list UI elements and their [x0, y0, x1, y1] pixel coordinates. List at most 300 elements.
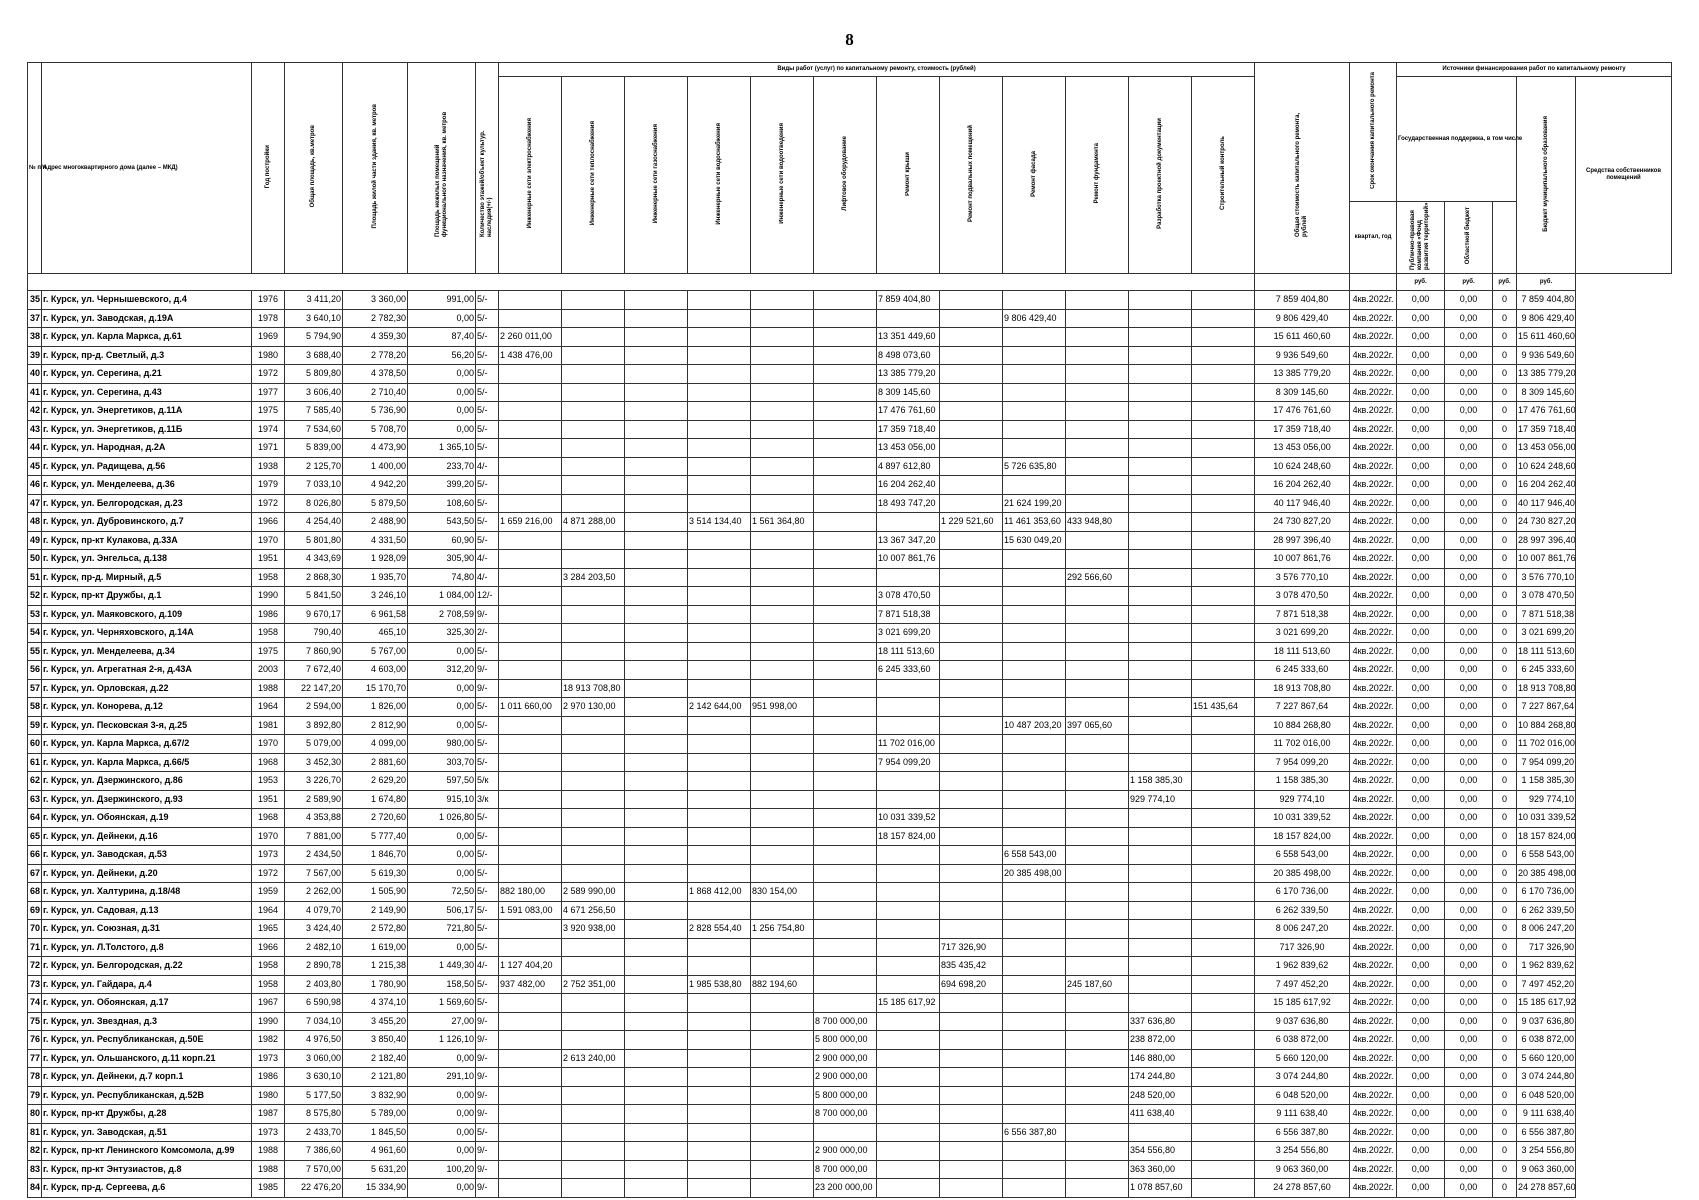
work-cost-cell — [688, 790, 751, 809]
deadline-cell: 4кв.2022г. — [1350, 476, 1397, 495]
nonresidential-area-cell: 100,20 — [408, 1160, 476, 1179]
work-cost-cell — [688, 605, 751, 624]
public-company-cell: 0,00 — [1397, 513, 1445, 532]
table-row — [28, 753, 1672, 772]
deadline-cell: 4кв.2022г. — [1350, 1086, 1397, 1105]
year-cell: 2003 — [252, 661, 285, 680]
owners-funds-cell: 9 806 429,40 — [1517, 309, 1576, 328]
work-cost-cell: 151 435,64 — [1192, 698, 1255, 717]
deadline-cell: 4кв.2022г. — [1350, 772, 1397, 791]
work-cost-cell — [688, 494, 751, 513]
deadline-cell: 4кв.2022г. — [1350, 291, 1397, 310]
owners-funds-cell: 7 497 452,20 — [1517, 975, 1576, 994]
total-cost-cell: 9 806 429,40 — [1255, 309, 1350, 328]
address-cell: г. Курск, пр-кт Кулакова, д.33А — [42, 531, 252, 550]
work-cost-cell — [1129, 309, 1192, 328]
address-cell: г. Курск, ул. Агрегатная 2-я, д.43А — [42, 661, 252, 680]
work-cost-cell — [751, 642, 814, 661]
work-cost-cell — [499, 1160, 562, 1179]
municipal-budget-cell: 0 — [1493, 716, 1517, 735]
work-cost-cell: 292 566,60 — [1066, 568, 1129, 587]
work-cost-cell: 882 194,60 — [751, 975, 814, 994]
deadline-cell: 4кв.2022г. — [1350, 531, 1397, 550]
work-cost-cell — [751, 346, 814, 365]
work-cost-cell: 1 011 660,00 — [499, 698, 562, 717]
municipal-budget-cell: 0 — [1493, 309, 1517, 328]
address-cell: г. Курск, ул. Ольшанского, д.11 корп.21 — [42, 1049, 252, 1068]
work-cost-cell — [751, 1123, 814, 1142]
municipal-budget-cell: 0 — [1493, 846, 1517, 865]
work-cost-cell: 174 244,80 — [1129, 1068, 1192, 1087]
work-cost-cell — [625, 827, 688, 846]
address-cell: г. Курск, ул. Заводская, д.51 — [42, 1123, 252, 1142]
residential-area-cell: 5 879,50 — [343, 494, 408, 513]
work-cost-cell: 11 461 353,60 — [1003, 513, 1066, 532]
table-row — [28, 1049, 1672, 1068]
work-cost-cell: 433 948,80 — [1066, 513, 1129, 532]
row-number: 51 — [28, 568, 42, 587]
nonresidential-area-cell: 0,00 — [408, 716, 476, 735]
work-cost-cell — [1192, 809, 1255, 828]
work-cost-cell — [1003, 1086, 1066, 1105]
municipal-budget-cell: 0 — [1493, 420, 1517, 439]
work-cost-cell — [1192, 1068, 1255, 1087]
floors-cell: 4/- — [476, 568, 499, 587]
total-cost-cell: 6 558 543,00 — [1255, 846, 1350, 865]
work-cost-cell — [1003, 938, 1066, 957]
residential-area-cell: 3 850,40 — [343, 1031, 408, 1050]
work-cost-cell: 7 871 518,38 — [877, 605, 940, 624]
work-cost-cell — [499, 420, 562, 439]
work-cost-cell — [1129, 550, 1192, 569]
work-cost-cell — [1003, 1179, 1066, 1198]
deadline-cell: 4кв.2022г. — [1350, 494, 1397, 513]
work-cost-cell: 717 326,90 — [940, 938, 1003, 957]
total-area-cell: 2 594,00 — [285, 698, 343, 717]
work-cost-cell — [1129, 402, 1192, 421]
floors-cell: 5/- — [476, 494, 499, 513]
work-cost-cell — [688, 716, 751, 735]
total-area-cell: 2 868,30 — [285, 568, 343, 587]
work-cost-cell — [751, 420, 814, 439]
work-cost-cell — [625, 1142, 688, 1161]
col-work-water: Инженерные сети водоснабжения — [715, 122, 722, 225]
table-row — [28, 420, 1672, 439]
total-cost-cell: 10 007 861,76 — [1255, 550, 1350, 569]
work-cost-cell — [814, 568, 877, 587]
work-cost-cell — [499, 605, 562, 624]
year-cell: 1966 — [252, 938, 285, 957]
nonresidential-area-cell: 0,00 — [408, 827, 476, 846]
work-cost-cell — [562, 402, 625, 421]
regional-budget-cell: 0,00 — [1445, 1031, 1493, 1050]
floors-cell: 5/- — [476, 365, 499, 384]
row-number: 83 — [28, 1160, 42, 1179]
work-cost-cell — [1003, 661, 1066, 680]
deadline-cell: 4кв.2022г. — [1350, 550, 1397, 569]
work-cost-cell — [814, 901, 877, 920]
total-cost-cell: 15 185 617,92 — [1255, 994, 1350, 1013]
year-cell: 1970 — [252, 735, 285, 754]
table-row — [28, 679, 1672, 698]
floors-cell: 9/- — [476, 1012, 499, 1031]
work-cost-cell: 1 438 476,00 — [499, 346, 562, 365]
total-area-cell: 7 033,10 — [285, 476, 343, 495]
total-area-cell: 3 411,20 — [285, 291, 343, 310]
nonresidential-area-cell: 108,60 — [408, 494, 476, 513]
work-cost-cell — [751, 476, 814, 495]
owners-funds-cell: 16 204 262,40 — [1517, 476, 1576, 495]
total-cost-cell: 7 954 099,20 — [1255, 753, 1350, 772]
table-row — [28, 864, 1672, 883]
municipal-budget-cell: 0 — [1493, 809, 1517, 828]
work-cost-cell — [1129, 809, 1192, 828]
table-row — [28, 994, 1672, 1013]
work-cost-cell — [499, 494, 562, 513]
total-cost-cell: 9 111 638,40 — [1255, 1105, 1350, 1124]
total-cost-cell: 6 262 339,50 — [1255, 901, 1350, 920]
work-cost-cell: 13 367 347,20 — [877, 531, 940, 550]
work-cost-cell — [499, 846, 562, 865]
work-cost-cell — [877, 846, 940, 865]
work-cost-cell — [1192, 383, 1255, 402]
municipal-budget-cell: 0 — [1493, 1105, 1517, 1124]
table-row — [28, 1123, 1672, 1142]
residential-area-cell: 5 777,40 — [343, 827, 408, 846]
work-cost-cell — [1192, 1086, 1255, 1105]
work-cost-cell — [751, 402, 814, 421]
owners-funds-cell: 13 385 779,20 — [1517, 365, 1576, 384]
address-cell: г. Курск, ул. Энгельса, д.138 — [42, 550, 252, 569]
address-cell: г. Курск, ул. Дейнеки, д.16 — [42, 827, 252, 846]
work-cost-cell: 354 556,80 — [1129, 1142, 1192, 1161]
work-cost-cell — [1192, 420, 1255, 439]
address-cell: г. Курск, ул. Обоянская, д.17 — [42, 994, 252, 1013]
work-cost-cell — [814, 457, 877, 476]
work-cost-cell — [1129, 494, 1192, 513]
residential-area-cell: 4 331,50 — [343, 531, 408, 550]
deadline-cell: 4кв.2022г. — [1350, 790, 1397, 809]
work-cost-cell — [499, 920, 562, 939]
work-cost-cell — [1129, 1123, 1192, 1142]
work-cost-cell — [814, 679, 877, 698]
year-cell: 1986 — [252, 605, 285, 624]
work-cost-cell — [814, 827, 877, 846]
owners-funds-cell: 8 309 145,60 — [1517, 383, 1576, 402]
work-cost-cell — [814, 772, 877, 791]
regional-budget-cell: 0,00 — [1445, 568, 1493, 587]
nonresidential-area-cell: 2 708,59 — [408, 605, 476, 624]
address-cell: г. Курск, ул. Песковская 3-я, д.25 — [42, 716, 252, 735]
public-company-cell: 0,00 — [1397, 328, 1445, 347]
nonresidential-area-cell: 0,00 — [408, 383, 476, 402]
work-cost-cell — [940, 772, 1003, 791]
regional-budget-cell: 0,00 — [1445, 846, 1493, 865]
public-company-cell: 0,00 — [1397, 346, 1445, 365]
work-cost-cell: 2 900 000,00 — [814, 1068, 877, 1087]
work-cost-cell — [688, 1179, 751, 1198]
address-cell: г. Курск, ул. Заводская, д.53 — [42, 846, 252, 865]
work-cost-cell: 4 871 288,00 — [562, 513, 625, 532]
unit-rub: руб. — [1397, 274, 1445, 291]
work-cost-cell — [499, 1105, 562, 1124]
work-cost-cell — [814, 938, 877, 957]
total-area-cell: 2 482,10 — [285, 938, 343, 957]
work-cost-cell — [814, 661, 877, 680]
regional-budget-cell: 0,00 — [1445, 383, 1493, 402]
public-company-cell: 0,00 — [1397, 383, 1445, 402]
work-cost-cell — [814, 587, 877, 606]
public-company-cell: 0,00 — [1397, 476, 1445, 495]
total-cost-cell: 7 871 518,38 — [1255, 605, 1350, 624]
table-row — [28, 809, 1672, 828]
municipal-budget-cell: 0 — [1493, 328, 1517, 347]
total-area-cell: 4 353,88 — [285, 809, 343, 828]
total-cost-cell: 6 245 333,60 — [1255, 661, 1350, 680]
work-cost-cell — [1066, 809, 1129, 828]
work-cost-cell — [751, 291, 814, 310]
total-cost-cell: 8 309 145,60 — [1255, 383, 1350, 402]
owners-funds-cell: 13 453 056,00 — [1517, 439, 1576, 458]
address-cell: г. Курск, ул. Л.Толстого, д.8 — [42, 938, 252, 957]
year-cell: 1980 — [252, 346, 285, 365]
owners-funds-cell: 1 962 839,62 — [1517, 957, 1576, 976]
work-cost-cell — [499, 1123, 562, 1142]
floors-cell: 5/- — [476, 698, 499, 717]
col-work-facade: Ремонт фасада — [1030, 150, 1037, 197]
work-cost-cell — [562, 994, 625, 1013]
address-cell: г. Курск, ул. Менделеева, д.36 — [42, 476, 252, 495]
municipal-budget-cell: 0 — [1493, 402, 1517, 421]
residential-area-cell: 2 720,60 — [343, 809, 408, 828]
work-cost-cell — [940, 864, 1003, 883]
deadline-cell: 4кв.2022г. — [1350, 383, 1397, 402]
deadline-cell: 4кв.2022г. — [1350, 938, 1397, 957]
deadline-cell: 4кв.2022г. — [1350, 753, 1397, 772]
municipal-budget-cell: 0 — [1493, 1142, 1517, 1161]
floors-cell: 5/- — [476, 864, 499, 883]
work-cost-cell — [499, 1068, 562, 1087]
municipal-budget-cell: 0 — [1493, 679, 1517, 698]
regional-budget-cell: 0,00 — [1445, 735, 1493, 754]
address-cell: г. Курск, ул. Серегина, д.43 — [42, 383, 252, 402]
table-row — [28, 513, 1672, 532]
work-cost-cell: 8 309 145,60 — [877, 383, 940, 402]
work-cost-cell — [1003, 809, 1066, 828]
nonresidential-area-cell: 72,50 — [408, 883, 476, 902]
total-area-cell: 5 801,80 — [285, 531, 343, 550]
work-cost-cell — [688, 402, 751, 421]
work-cost-cell — [562, 328, 625, 347]
work-cost-cell — [499, 679, 562, 698]
work-cost-cell — [1192, 957, 1255, 976]
total-area-cell: 6 590,98 — [285, 994, 343, 1013]
total-cost-cell: 18 157 824,00 — [1255, 827, 1350, 846]
work-cost-cell — [751, 1086, 814, 1105]
work-cost-cell — [625, 735, 688, 754]
work-cost-cell: 3 078 470,50 — [877, 587, 940, 606]
nonresidential-area-cell: 74,80 — [408, 568, 476, 587]
work-cost-cell — [1192, 346, 1255, 365]
work-cost-cell — [1003, 1068, 1066, 1087]
residential-area-cell: 4 359,30 — [343, 328, 408, 347]
work-cost-cell: 5 800 000,00 — [814, 1086, 877, 1105]
municipal-budget-cell: 0 — [1493, 1031, 1517, 1050]
floors-cell: 5/- — [476, 531, 499, 550]
residential-area-cell: 1 846,70 — [343, 846, 408, 865]
total-cost-cell: 17 476 761,60 — [1255, 402, 1350, 421]
work-cost-cell — [877, 1031, 940, 1050]
year-cell: 1975 — [252, 402, 285, 421]
unit-rub-4: руб. — [1517, 274, 1576, 291]
work-cost-cell — [751, 864, 814, 883]
row-number: 35 — [28, 291, 42, 310]
owners-funds-cell: 6 556 387,80 — [1517, 1123, 1576, 1142]
total-cost-cell: 13 453 056,00 — [1255, 439, 1350, 458]
work-cost-cell — [940, 402, 1003, 421]
year-cell: 1967 — [252, 994, 285, 1013]
col-work-electric: Инженерные сети электроснабжения — [526, 118, 533, 229]
public-company-cell: 0,00 — [1397, 291, 1445, 310]
work-cost-cell — [562, 439, 625, 458]
total-cost-cell: 10 031 339,52 — [1255, 809, 1350, 828]
work-cost-cell — [1192, 365, 1255, 384]
regional-budget-cell: 0,00 — [1445, 420, 1493, 439]
work-cost-cell — [814, 735, 877, 754]
deadline-cell: 4кв.2022г. — [1350, 1049, 1397, 1068]
work-cost-cell — [1003, 642, 1066, 661]
public-company-cell: 0,00 — [1397, 975, 1445, 994]
work-cost-cell — [877, 1179, 940, 1198]
year-cell: 1988 — [252, 679, 285, 698]
work-cost-cell — [1129, 975, 1192, 994]
nonresidential-area-cell: 399,20 — [408, 476, 476, 495]
work-cost-cell — [688, 531, 751, 550]
total-cost-cell: 7 859 404,80 — [1255, 291, 1350, 310]
deadline-cell: 4кв.2022г. — [1350, 735, 1397, 754]
work-cost-cell — [814, 291, 877, 310]
year-cell: 1988 — [252, 1142, 285, 1161]
work-cost-cell — [1066, 309, 1129, 328]
municipal-budget-cell: 0 — [1493, 957, 1517, 976]
work-cost-cell — [751, 605, 814, 624]
year-cell: 1959 — [252, 883, 285, 902]
deadline-cell: 4кв.2022г. — [1350, 1105, 1397, 1124]
work-cost-cell — [1129, 605, 1192, 624]
table-row — [28, 476, 1672, 495]
work-cost-cell — [1003, 753, 1066, 772]
nonresidential-area-cell: 0,00 — [408, 1105, 476, 1124]
work-cost-cell — [688, 568, 751, 587]
work-cost-cell — [1003, 365, 1066, 384]
address-cell: г. Курск, пр-кт Ленинского Комсомола, д.99 — [42, 1142, 252, 1161]
work-cost-cell — [625, 772, 688, 791]
deadline-cell: 4кв.2022г. — [1350, 975, 1397, 994]
public-company-cell: 0,00 — [1397, 938, 1445, 957]
work-cost-cell: 4 671 256,50 — [562, 901, 625, 920]
work-cost-cell — [940, 1012, 1003, 1031]
work-cost-cell — [1192, 328, 1255, 347]
work-cost-cell — [1192, 846, 1255, 865]
public-company-cell: 0,00 — [1397, 1123, 1445, 1142]
municipal-budget-cell: 0 — [1493, 550, 1517, 569]
work-cost-cell — [499, 624, 562, 643]
work-cost-cell — [688, 1142, 751, 1161]
work-cost-cell — [499, 809, 562, 828]
work-cost-cell — [1066, 383, 1129, 402]
work-cost-cell — [562, 1086, 625, 1105]
work-cost-cell — [814, 402, 877, 421]
work-cost-cell — [814, 716, 877, 735]
deadline-cell: 4кв.2022г. — [1350, 1123, 1397, 1142]
address-cell: г. Курск, пр-кт Энтузиастов, д.8 — [42, 1160, 252, 1179]
table-row — [28, 735, 1672, 754]
table-row — [28, 291, 1672, 310]
deadline-cell: 4кв.2022г. — [1350, 605, 1397, 624]
floors-cell: 9/- — [476, 1142, 499, 1161]
work-cost-cell — [1192, 920, 1255, 939]
total-cost-cell: 18 111 513,60 — [1255, 642, 1350, 661]
work-cost-cell: 18 493 747,20 — [877, 494, 940, 513]
residential-area-cell: 4 378,50 — [343, 365, 408, 384]
work-cost-cell — [1192, 938, 1255, 957]
work-cost-cell — [625, 901, 688, 920]
work-cost-cell: 13 453 056,00 — [877, 439, 940, 458]
work-cost-cell — [877, 772, 940, 791]
work-cost-cell — [751, 809, 814, 828]
work-cost-cell — [814, 328, 877, 347]
work-cost-cell — [688, 753, 751, 772]
residential-area-cell: 1 400,00 — [343, 457, 408, 476]
address-cell: г. Курск, ул. Карла Маркса, д.67/2 — [42, 735, 252, 754]
owners-funds-cell: 6 245 333,60 — [1517, 661, 1576, 680]
floors-cell: 5/к — [476, 772, 499, 791]
work-cost-cell — [751, 790, 814, 809]
work-cost-cell — [877, 975, 940, 994]
work-cost-cell — [1003, 827, 1066, 846]
municipal-budget-cell: 0 — [1493, 346, 1517, 365]
residential-area-cell: 2 710,40 — [343, 383, 408, 402]
col-work-design-docs: Разработка проектной документации — [1156, 118, 1163, 229]
residential-area-cell: 1 215,38 — [343, 957, 408, 976]
residential-area-cell: 465,10 — [343, 624, 408, 643]
floors-cell: 9/- — [476, 1086, 499, 1105]
public-company-cell: 0,00 — [1397, 1179, 1445, 1198]
work-cost-cell — [688, 309, 751, 328]
work-cost-cell — [940, 383, 1003, 402]
total-cost-cell: 6 170 736,00 — [1255, 883, 1350, 902]
work-cost-cell — [625, 883, 688, 902]
col-nonresidential-area: Площадь нежилых помещений функционального назначения, кв. метров — [434, 111, 448, 237]
regional-budget-cell: 0,00 — [1445, 957, 1493, 976]
owners-funds-cell: 7 859 404,80 — [1517, 291, 1576, 310]
work-cost-cell — [940, 827, 1003, 846]
work-cost-cell: 16 204 262,40 — [877, 476, 940, 495]
floors-cell: 5/- — [476, 938, 499, 957]
work-cost-cell — [625, 1123, 688, 1142]
col-work-elevator: Лифтовое оборудование — [841, 136, 848, 211]
deadline-cell: 4кв.2022г. — [1350, 402, 1397, 421]
work-cost-cell — [562, 476, 625, 495]
work-cost-cell: 17 359 718,40 — [877, 420, 940, 439]
floors-cell: 5/- — [476, 809, 499, 828]
floors-cell: 12/- — [476, 587, 499, 606]
work-cost-cell — [751, 772, 814, 791]
deadline-cell: 4кв.2022г. — [1350, 883, 1397, 902]
work-cost-cell — [562, 753, 625, 772]
row-number: 40 — [28, 365, 42, 384]
work-cost-cell — [625, 1049, 688, 1068]
